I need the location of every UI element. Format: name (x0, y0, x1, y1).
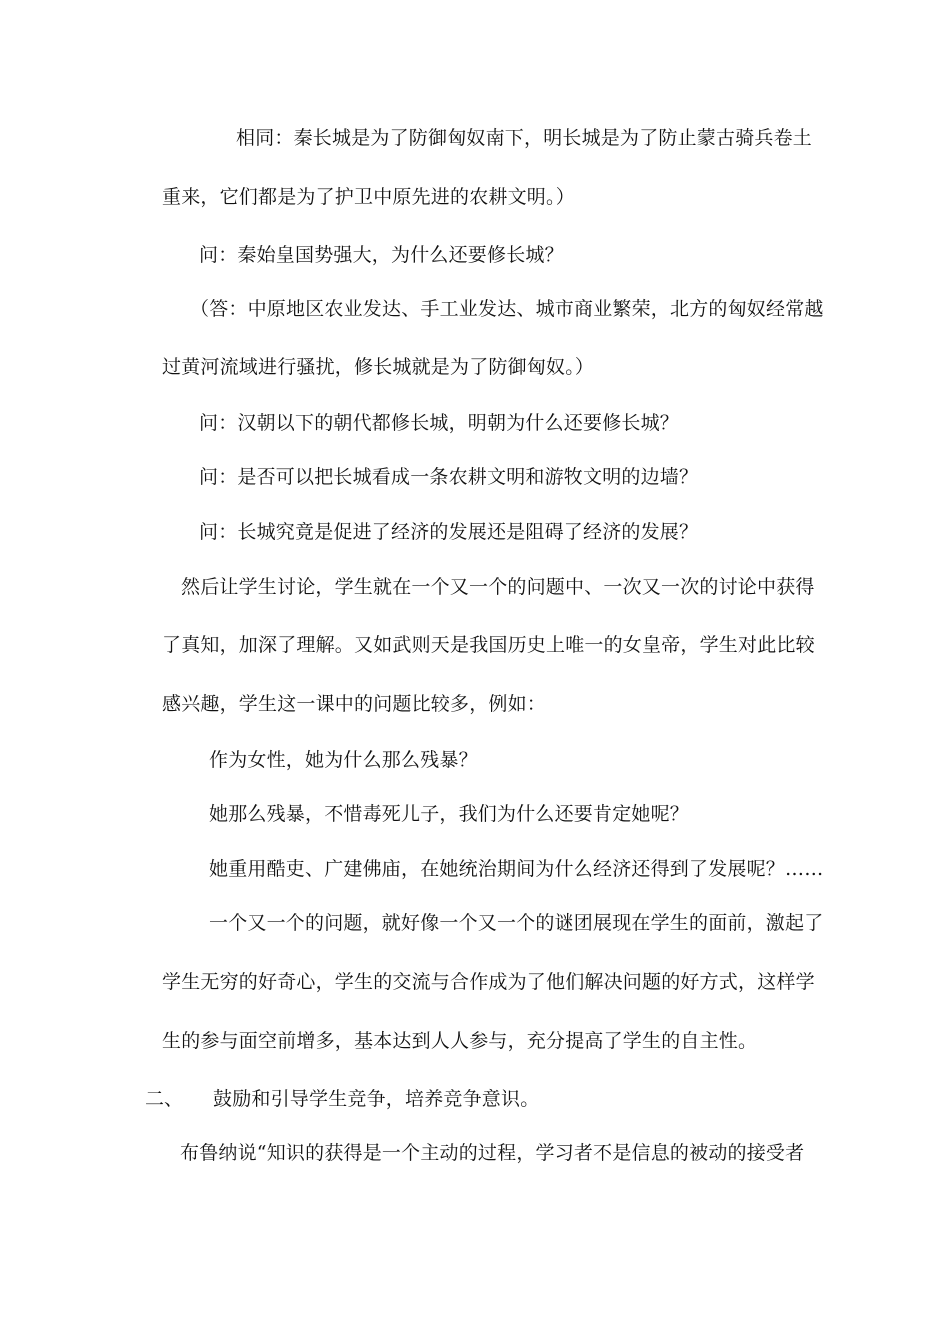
section-heading: 鼓励和引导学生竞争，培养竞争意识。 (213, 1088, 540, 1110)
question-line: 问：汉朝以下的朝代都修长城，明朝为什么还要修长城？ (199, 412, 680, 434)
example-question-line: 作为女性，她为什么那么残暴？ (209, 749, 478, 771)
paragraph-line: 感兴趣，学生这一课中的问题比较多，例如： (162, 693, 547, 715)
question-line: 问：长城究竟是促进了经济的发展还是阻碍了经济的发展？ (199, 521, 699, 543)
question-line: 问：秦始皇国势强大，为什么还要修长城？ (199, 244, 564, 266)
paragraph-line: 了真知，加深了理解。又如武则天是我国历史上唯一的女皇帝，学生对此比较 (162, 634, 815, 656)
example-question-line: 她那么残暴，不惜毒死儿子，我们为什么还要肯定她呢？ (209, 803, 690, 825)
paragraph-line: 一个又一个的问题，就好像一个又一个的谜团展现在学生的面前，激起了 (209, 912, 824, 934)
answer-line: （答：中原地区农业发达、手工业发达、城市商业繁荣，北方的匈奴经常越 (190, 298, 824, 320)
paragraph-line: 生的参与面空前增多，基本达到人人参与，充分提高了学生的自主性。 (162, 1030, 758, 1052)
paragraph-line: 然后让学生讨论，学生就在一个又一个的问题中、一次又一次的讨论中获得 (181, 576, 815, 598)
question-line: 问：是否可以把长城看成一条农耕文明和游牧文明的边墙？ (199, 466, 699, 488)
answer-line: 过黄河流域进行骚扰，修长城就是为了防御匈奴。） (162, 356, 595, 378)
section-number: 二、 (145, 1088, 184, 1110)
paragraph-line: 布鲁纳说“知识的获得是一个主动的过程，学习者不是信息的被动的接受者 (180, 1142, 805, 1164)
paragraph-line: 重来，它们都是为了护卫中原先进的农耕文明。） (162, 186, 575, 208)
paragraph-line: 学生无穷的好奇心，学生的交流与合作成为了他们解决问题的好方式，这样学 (162, 971, 815, 993)
paragraph-line: 相同：秦长城是为了防御匈奴南下，明长城是为了防止蒙古骑兵卷土 (236, 127, 813, 149)
example-question-line: 她重用酷吏、广建佛庙，在她统治期间为什么经济还得到了发展呢？…… (209, 858, 824, 880)
